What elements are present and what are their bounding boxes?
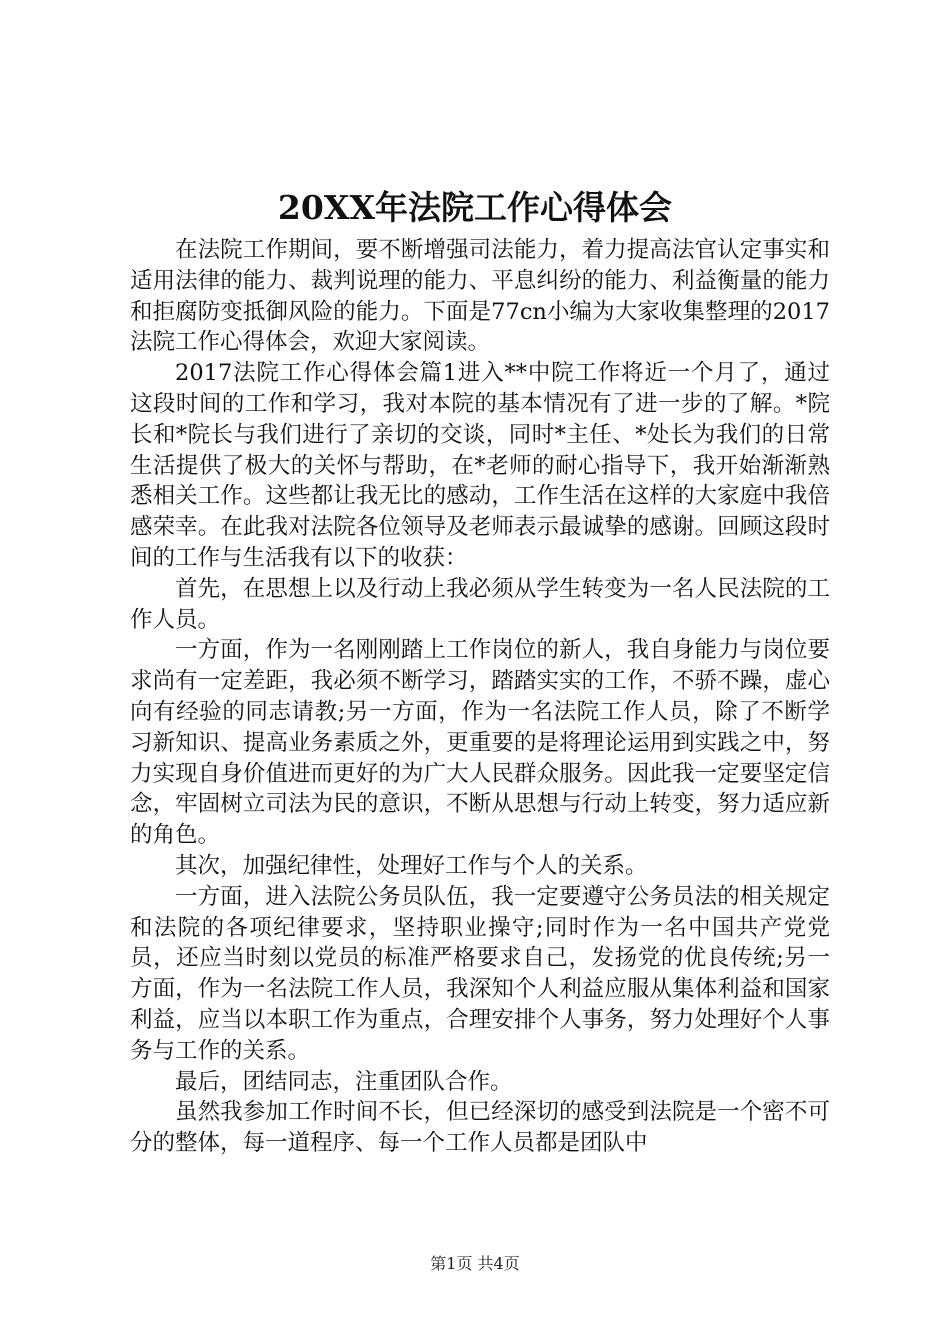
document-body [130,235,830,1159]
paragraph: 一方面，作为一名刚刚踏上工作岗位的新人，我自身能力与岗位要求尚有一定差距，我必须不断学习，踏踏实实的工作，不骄不躁，虚心向有经验的同志请教;另一方面，作为一名法院工作人员，除了不断学习新知识、提高业务素质之外，更重要的是将理论运用到实践之中，努力实现自身价值进而更好的为广大人民群众服务。因此我一定要坚定信念，牢固树立司法为民的意识，不断从思想与行动上转变，努力适应新的角色。 [130,637,830,849]
paragraph: 其次，加强纪律性，处理好工作与个人的关系。 [175,852,648,879]
paragraph: 在法院工作期间，要不断增强司法能力，着力提高法官认定事实和适用法律的能力、裁判说理的能力、平息纠纷的能力、利益衡量的能力和拒腐防变抵御风险的能力。下面是77cn小编为大家收集整理的2017法院工作心得体会，欢迎大家阅读。 [130,237,830,356]
page-footer: 第1页 共4页 [430,1254,520,1273]
paragraph: 最后，团结同志，注重团队合作。 [175,1068,513,1095]
paragraph: 虽然我参加工作时间不长，但已经深切的感受到法院是一个密不可分的整体，每一道程序、每一个工作人员都是团队中 [130,1099,830,1157]
paragraph: 一方面，进入法院公务员队伍，我一定要遵守公务员法的相关规定和法院的各项纪律要求，坚持职业操守;同时作为一名中国共产党党员，还应当时刻以党员的标准严格要求自己，发扬党的优良传统;另一方面，作为一名法院工作人员，我深知个人利益应服从集体利益和国家利益，应当以本职工作为重点，合理安排个人事务，努力处理好个人事务与工作的关系。 [130,883,830,1064]
document-title: 20XX年法院工作心得体会 [277,188,673,227]
paragraph: 2017法院工作心得体会篇1进入**中院工作将近一个月了，通过这段时间的工作和学习，我对本院的基本情况有了进一步的了解。*院长和*院长与我们进行了亲切的交谈，同时*主任、*处长为我们的日常生活提供了极大的关怀与帮助，在*老师的耐心指导下，我开始渐渐熟悉相关工作。这些都让我无比的感动，工作生活在这样的大家庭中我倍感荣幸。在此我对法院各位领导及老师表示最诚挚的感谢。回顾这段时间的工作与生活我有以下的收获： [130,360,830,571]
paragraph: 首先，在思想上以及行动上我必须从学生转变为一名人民法院的工作人员。 [130,575,830,633]
